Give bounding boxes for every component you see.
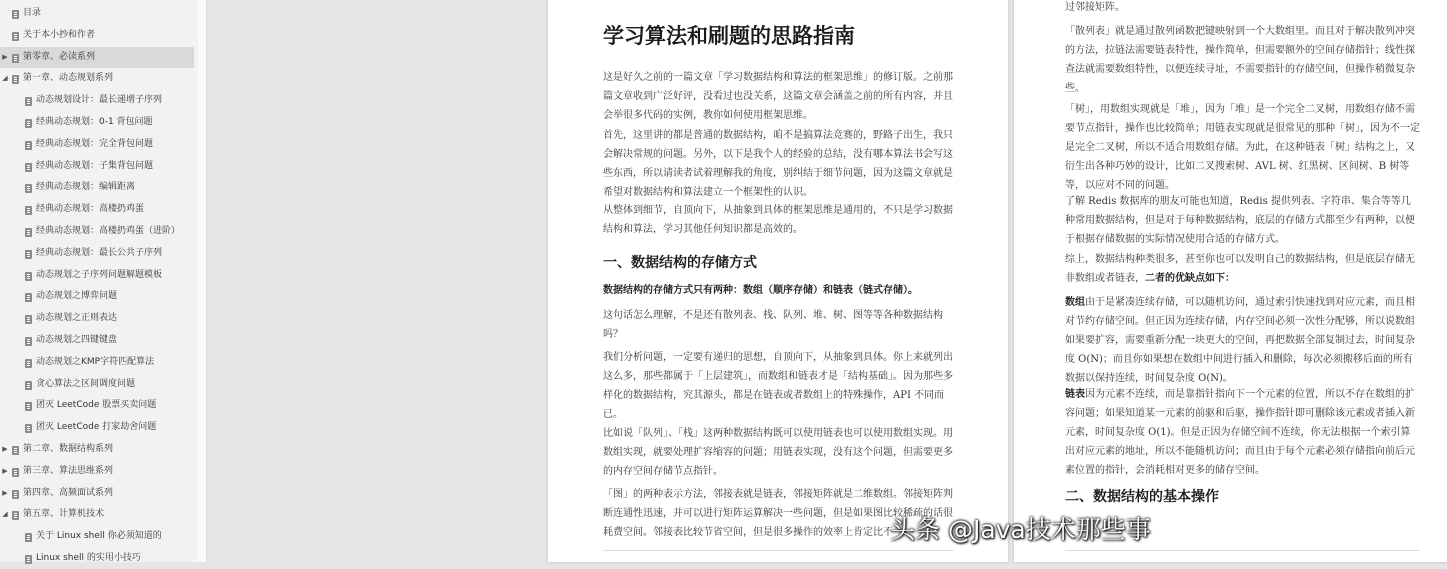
paragraph-framework: 从整体到细节，自顶向下，从抽象到具体的框架思维是通用的，不只是学习数据结构和算法，学习其他任何知识都是高效的。 <box>603 205 953 235</box>
toc-item-label: 贪心算法之区间调度问题 <box>36 378 136 389</box>
toc-item[interactable] <box>0 134 194 155</box>
toc-item-label: 经典动态规划：高楼扔鸡蛋（进阶） <box>36 226 181 236</box>
summary-colon: ： <box>1225 273 1235 284</box>
bookmark-page-icon <box>25 555 32 564</box>
toc-item[interactable] <box>0 90 194 111</box>
page-footer-rule <box>603 550 953 551</box>
bookmark-page-icon <box>25 163 32 172</box>
paragraph-graph: 「图」的两种表示方法，邻接表就是链表，邻接矩阵就是二维数组。邻接矩阵判断连通性迅速，并可以进行矩阵运算解决一些问题，但是如果图比较稀疏的话很耗费空间。邻接表比较节省空间，但是很多操作的效率上肯定比不 <box>603 489 953 538</box>
toc-item[interactable] <box>0 199 194 220</box>
collapsed-arrow-icon[interactable]: ▶ <box>2 445 8 453</box>
toc-item-label: 团灭 LeetCode 打家劫舍问题 <box>36 422 157 433</box>
paragraph-queue-stack: 比如说「队列」、「栈」这两种数据结构既可以使用链表也可以使用数组实现。用数组实现，就要处理扩容缩容的问题；用链表实现，没有这个问题，但需要更多的内存空间存储节点指针。 <box>603 428 953 477</box>
paragraph-question: 这句话怎么理解，不是还有散列表、栈、队列、堆、树、图等等各种数据结构吗？ <box>603 310 943 340</box>
paragraph-summary <box>1065 250 1420 288</box>
toc-item-label: 关于本小抄和作者 <box>23 29 96 40</box>
paragraph-redis: 了解 Redis 数据库的朋友可能也知道，Redis 提供列表、字符串、集合等等几种常用数据结构，但是对于每种数据结构，底层的存储方式都至少有两种，以便于根据存储数据的实际情况使用合适的存储方式。 <box>1065 196 1415 245</box>
toc-item[interactable] <box>0 286 194 307</box>
toc-item-label: 团灭 LeetCode 股票买卖问题 <box>36 400 157 411</box>
paragraph-analysis: 我们分析问题，一定要有递归的思想，自顶向下，从抽象到具体。你上来就列出这么多，那些都属于「上层建筑」，而数组和链表才是「结构基础」。因为那些多样化的数据结构，究其源头，都是在链表或者数组上的特殊操作，API 不同而已。 <box>603 352 953 420</box>
bookmark-page-icon <box>25 141 32 150</box>
toc-item-label: 第一章、动态规划系列 <box>23 73 114 84</box>
array-term: 数组 <box>1065 297 1085 308</box>
toc-item-label: 动态规划之KMP字符匹配算法 <box>36 356 155 367</box>
linked-list-description: 因为元素不连续，而是靠指针指向下一个元素的位置，所以不存在数组的扩容问题；如果知道某一元素的前驱和后驱，操作指针即可删除该元素或者插入新元素，时间复杂度 O(1)。但是正因为存储空间不连续，你无法根据一个索引算出对应元素的地址，所以不能随机访问；而且由于每个元素必须存储指向前后元素位置的指针，会消耗相对更多的储存空间。 <box>1065 389 1415 476</box>
bookmark-page-icon <box>25 272 32 281</box>
toc-item-label: 经典动态规划：最长公共子序列 <box>36 247 163 258</box>
toc-item-label: 经典动态规划：完全背包问题 <box>36 138 154 149</box>
bookmark-page-icon <box>25 424 32 433</box>
bookmark-page-icon <box>25 381 32 390</box>
bookmark-page-icon <box>25 315 32 324</box>
paragraph-preface: 首先，这里讲的都是普通的数据结构，咱不是搞算法竞赛的，野路子出生，我只会解决常规的问题。另外，以下是我个人的经验的总结，没有哪本算法书会写这些东西，所以请读者试着理解我的角度，别纠结于细节问题，因为这篇文章就是希望对数据结构和算法建立一个框架性的认识。 <box>603 130 953 198</box>
bookmark-page-icon <box>12 10 19 19</box>
toc-item-label: 经典动态规划：0-1 背包问题 <box>36 117 153 127</box>
toc-item[interactable] <box>0 526 194 547</box>
bookmark-page-icon <box>25 337 32 346</box>
bookmark-page-icon <box>25 293 32 302</box>
document-viewer[interactable] <box>207 0 1420 562</box>
document-title: 学习算法和刷题的思路指南 <box>603 23 855 48</box>
bookmark-page-icon <box>25 206 32 215</box>
document-page-right <box>1014 0 1447 562</box>
linked-list-term: 链表 <box>1065 389 1085 400</box>
document-page-left <box>548 0 1008 562</box>
bookmark-page-icon <box>12 468 19 477</box>
toc-item[interactable] <box>0 221 194 242</box>
section-heading-storage: 一、数据结构的存储方式 <box>603 255 757 271</box>
bookmark-page-icon <box>12 511 19 520</box>
bookmark-page-icon <box>25 533 32 542</box>
section-heading-basic-ops: 二、数据结构的基本操作 <box>1065 489 1219 505</box>
toc-item[interactable] <box>0 548 194 569</box>
toc-item-label: 动态规划之正则表达 <box>36 313 118 324</box>
bookmark-page-icon <box>25 119 32 128</box>
toc-item-label: 目录 <box>23 8 42 18</box>
toc-item[interactable] <box>0 483 194 504</box>
paragraph-continued: 过邻接矩阵。 <box>1065 2 1125 13</box>
bookmark-page-icon <box>25 250 32 259</box>
toc-item[interactable] <box>0 25 194 46</box>
summary-emphasis: 二者的优缺点如下 <box>1145 273 1225 284</box>
collapsed-arrow-icon[interactable]: ▶ <box>2 466 8 475</box>
toc-sidebar <box>0 0 198 562</box>
toc-item[interactable] <box>0 374 194 395</box>
toc-item[interactable] <box>0 265 194 286</box>
bookmark-page-icon <box>12 32 19 41</box>
bookmark-page-icon <box>12 490 19 499</box>
toc-item[interactable] <box>0 3 194 24</box>
toc-item-label: 第零章、必读系列 <box>23 51 96 62</box>
toc-item[interactable] <box>0 156 194 177</box>
watermark-logo: 头条 @Java技术那些事 <box>890 515 1151 544</box>
toc-item-label: 第五章、计算机技术 <box>23 509 105 520</box>
toc-item[interactable] <box>0 308 194 329</box>
toc-item[interactable] <box>0 417 194 438</box>
bookmark-page-icon <box>12 54 19 63</box>
page-footer-rule <box>1065 550 1420 551</box>
toc-item-label: 动态规划之四键键盘 <box>36 335 118 345</box>
toc-item[interactable] <box>0 352 194 373</box>
toc-item-label: 经典动态规划：高楼扔鸡蛋 <box>36 204 145 215</box>
toc-item[interactable] <box>0 330 194 351</box>
toc-item-label: Linux shell 的实用小技巧 <box>36 553 141 563</box>
bookmark-page-icon <box>12 446 19 455</box>
collapsed-arrow-icon[interactable]: ▶ <box>2 52 8 61</box>
toc-item[interactable] <box>0 177 194 198</box>
toc-item[interactable] <box>0 395 194 416</box>
paragraph-tree: 「树」，用数组实现就是「堆」，因为「堆」是一个完全二叉树，用数组存储不需要节点指针，操作也比较简单；用链表实现就是很常见的那种「树」，因为不一定是完全二叉树，所以不适合用数组存储。为此，在这种链表「树」结构之上，又衍生出各种巧妙的设计，比如二叉搜索树、AVL 树、红黑树、区间树、B 树等等，以应对不同的问题。 <box>1065 104 1420 191</box>
expanded-arrow-icon[interactable]: ◢ <box>2 510 8 519</box>
toc-item-label: 动态规划之子序列问题解题模板 <box>36 269 163 280</box>
bookmark-page-icon <box>25 184 32 193</box>
bookmark-page-icon <box>25 97 32 106</box>
toc-item-label: 经典动态规划：子集背包问题 <box>36 160 154 171</box>
toc-item[interactable] <box>0 243 194 264</box>
toc-item-label: 第二章、数据结构系列 <box>23 444 114 454</box>
array-description: 由于是紧凑连续存储，可以随机访问，通过索引快速找到对应元素，而且相对节约存储空间。但正因为连续存储，内存空间必须一次性分配够，所以说数组如果要扩容，需要重新分配一块更大的空间，再把数据全部复制过去，时间复杂度 O(N)；而且你如果想在数组中间进行插入和删除，每次必须搬移后面的所有数据以保持连续，时间复杂度 O(N)。 <box>1065 297 1415 384</box>
paragraph-intro: 这是好久之前的一篇文章「学习数据结构和算法的框架思维」的修订版。之前那篇文章收到广泛好评，没看过也没关系，这篇文章会涵盖之前的所有内容，并且会举很多代码的实例，教你如何使用框架思维。 <box>603 72 953 121</box>
toc-item[interactable] <box>0 504 194 525</box>
toc-item[interactable] <box>0 439 194 460</box>
sidebar-splitter[interactable] <box>198 0 207 562</box>
toc-item[interactable] <box>0 68 194 89</box>
paragraph-storage-summary: 数据结构的存储方式只有两种：数组（顺序存储）和链表（链式存储）。 <box>603 285 918 296</box>
toc-item-label: 第三章、算法思维系列 <box>23 465 114 476</box>
bookmark-page-icon <box>25 402 32 411</box>
bookmark-page-icon <box>25 228 32 237</box>
paragraph-array <box>1065 293 1420 388</box>
toc-item[interactable] <box>0 112 194 133</box>
toc-item[interactable] <box>0 47 194 68</box>
toc-item-label: 动态规划设计：最长递增子序列 <box>36 95 163 106</box>
toc-item-label: 经典动态规划：编辑距离 <box>36 182 136 193</box>
paragraph-hash-table: 「散列表」就是通过散列函数把键映射到一个大数组里。而且对于解决散列冲突的方法，拉链法需要链表特性，操作简单，但需要额外的空间存储指针；线性探查法就需要数组特性，以便连续寻址，不需要指针的存储空间，但操作稍微复杂些。 <box>1065 26 1415 94</box>
toc-item-label: 第四章、高频面试系列 <box>23 487 114 498</box>
expanded-arrow-icon[interactable]: ◢ <box>2 74 8 83</box>
collapsed-arrow-icon[interactable]: ▶ <box>2 488 8 497</box>
toc-item-label: 关于 Linux shell 你必须知道的 <box>36 531 162 542</box>
toc-item-label: 动态规划之博弈问题 <box>36 291 118 302</box>
paragraph-linked-list <box>1065 385 1420 480</box>
toc-item[interactable] <box>0 461 194 482</box>
summary-text: 综上，数据结构种类很多，甚至你也可以发明自己的数据结构，但是底层存储无非数组或者链表， <box>1065 254 1415 284</box>
bookmark-page-icon <box>25 359 32 368</box>
bookmark-page-icon <box>12 75 19 84</box>
